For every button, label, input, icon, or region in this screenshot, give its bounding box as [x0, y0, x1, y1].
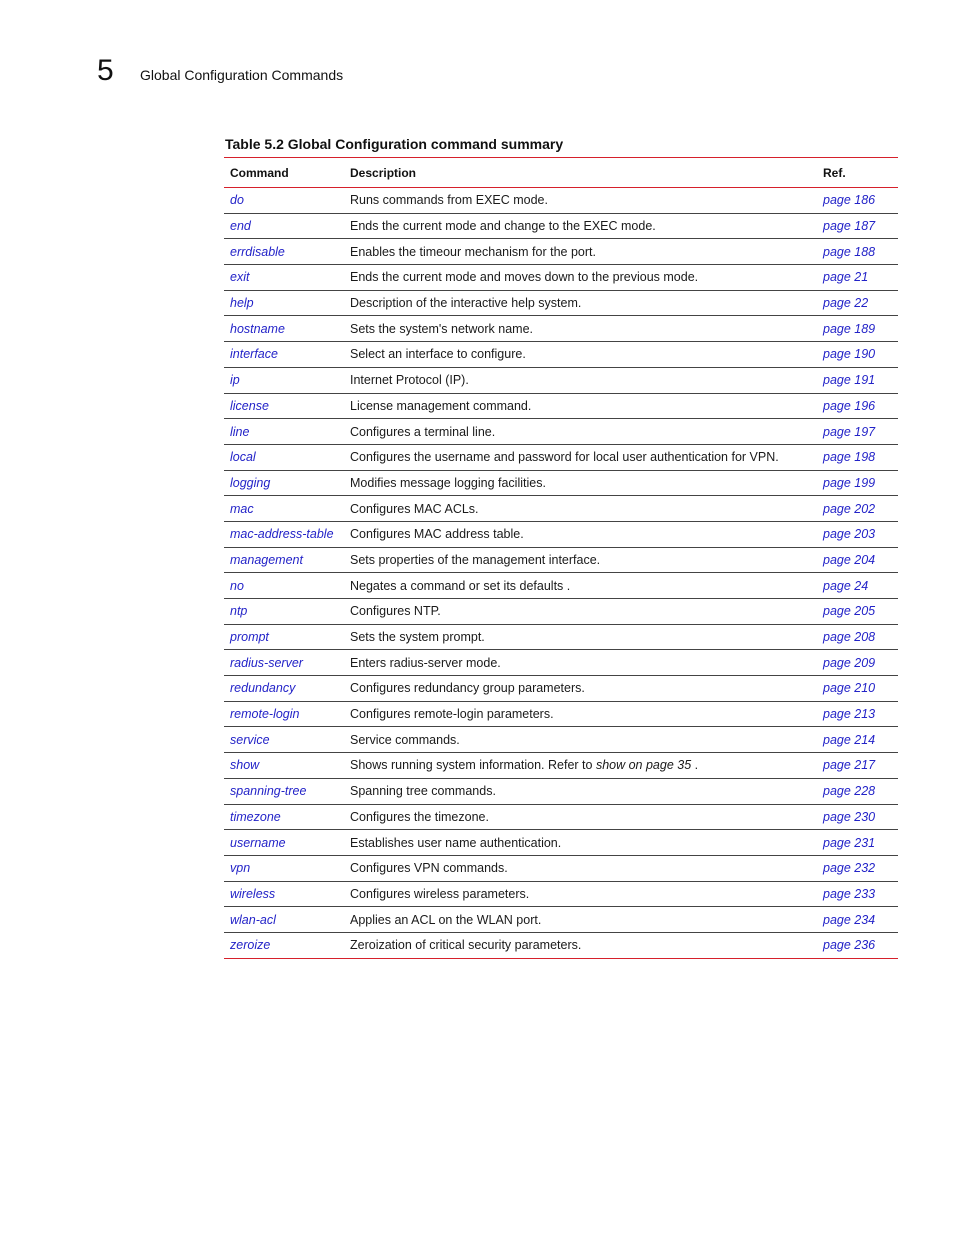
command-description: Sets the system prompt. [344, 624, 817, 650]
table-row [224, 470, 898, 496]
column-header-command: Command [230, 165, 289, 180]
table-row [224, 342, 898, 368]
command-description: Configures MAC address table. [344, 521, 817, 547]
page-reference-link[interactable]: page 24 [817, 573, 898, 599]
table-row [224, 753, 898, 779]
command-description: Configures the timezone. [344, 804, 817, 830]
page-reference-link[interactable]: page 210 [817, 676, 898, 702]
command-link[interactable]: service [224, 727, 344, 753]
column-header-ref: Ref. [823, 165, 846, 180]
command-link[interactable]: ip [224, 367, 344, 393]
page-reference-link[interactable]: page 204 [817, 547, 898, 573]
table-row [224, 316, 898, 342]
table-row [224, 881, 898, 907]
page-reference-link[interactable]: page 213 [817, 701, 898, 727]
page-reference-link[interactable]: page 230 [817, 804, 898, 830]
page-reference-link[interactable]: page 228 [817, 778, 898, 804]
command-link[interactable]: end [224, 213, 344, 239]
page-reference-link[interactable]: page 234 [817, 907, 898, 933]
page-reference-link[interactable]: page 217 [817, 753, 898, 779]
command-description: Configures remote-login parameters. [344, 701, 817, 727]
command-link[interactable]: wireless [224, 881, 344, 907]
page-reference-link[interactable]: page 205 [817, 599, 898, 625]
command-description: Establishes user name authentication. [344, 830, 817, 856]
command-link[interactable]: help [224, 290, 344, 316]
description-cross-reference[interactable]: show on page 35 [595, 758, 692, 773]
command-link[interactable]: mac [224, 496, 344, 522]
page-reference-link[interactable]: page 199 [817, 470, 898, 496]
command-link[interactable]: spanning-tree [224, 778, 344, 804]
command-description: Zeroization of critical security parameters. [344, 932, 817, 958]
page-reference-link[interactable]: page 189 [817, 316, 898, 342]
command-description: Internet Protocol (IP). [344, 367, 817, 393]
command-description: Modifies message logging facilities. [344, 470, 817, 496]
command-description: Enables the timeour mechanism for the port. [344, 239, 817, 265]
command-description: Configures a terminal line. [344, 419, 817, 445]
page-reference-link[interactable]: page 203 [817, 521, 898, 547]
command-description: Spanning tree commands. [344, 778, 817, 804]
command-link[interactable]: redundancy [224, 676, 344, 702]
command-link[interactable]: vpn [224, 855, 344, 881]
page-reference-link[interactable]: page 198 [817, 444, 898, 470]
command-link[interactable]: logging [224, 470, 344, 496]
page-reference-link[interactable]: page 21 [817, 265, 898, 291]
page-reference-link[interactable]: page 191 [817, 367, 898, 393]
command-link[interactable]: no [224, 573, 344, 599]
command-link[interactable]: exit [224, 265, 344, 291]
command-link[interactable]: hostname [224, 316, 344, 342]
table-row [224, 907, 898, 933]
page-reference-link[interactable]: page 202 [817, 496, 898, 522]
table-row [224, 367, 898, 393]
command-link[interactable]: prompt [224, 624, 344, 650]
command-description: License management command. [344, 393, 817, 419]
command-description: Negates a command or set its defaults . [344, 573, 817, 599]
table-row [224, 496, 898, 522]
table-row [224, 804, 898, 830]
command-link[interactable]: radius-server [224, 650, 344, 676]
command-link[interactable]: show [224, 753, 344, 779]
command-link[interactable]: ntp [224, 599, 344, 625]
command-link[interactable]: license [224, 393, 344, 419]
command-link[interactable]: interface [224, 342, 344, 368]
table-row [224, 676, 898, 702]
table-row [224, 624, 898, 650]
command-description: Applies an ACL on the WLAN port. [344, 907, 817, 933]
page-reference-link[interactable]: page 197 [817, 419, 898, 445]
command-description: Configures wireless parameters. [344, 881, 817, 907]
page-reference-link[interactable]: page 22 [817, 290, 898, 316]
command-link[interactable]: mac-address-table [224, 521, 344, 547]
command-link[interactable]: wlan-acl [224, 907, 344, 933]
page-reference-link[interactable]: page 190 [817, 342, 898, 368]
table-header-row [224, 158, 898, 188]
command-description: Enters radius-server mode. [344, 650, 817, 676]
command-description: Sets properties of the management interface. [344, 547, 817, 573]
command-description: Configures NTP. [344, 599, 817, 625]
command-link[interactable]: timezone [224, 804, 344, 830]
command-description: Configures the username and password for local user authentication for VPN. [344, 444, 817, 470]
table-row [224, 444, 898, 470]
command-link[interactable]: management [224, 547, 344, 573]
command-link[interactable]: username [224, 830, 344, 856]
command-description: Ends the current mode and moves down to the previous mode. [344, 265, 817, 291]
table-row [224, 573, 898, 599]
table-row [224, 830, 898, 856]
command-link[interactable]: errdisable [224, 239, 344, 265]
table-row [224, 599, 898, 625]
command-link[interactable]: zeroize [224, 932, 344, 958]
table-row [224, 521, 898, 547]
table-row [224, 188, 898, 214]
table-row [224, 265, 898, 291]
table-row [224, 701, 898, 727]
page-reference-link[interactable]: page 196 [817, 393, 898, 419]
command-description: Runs commands from EXEC mode. [344, 188, 817, 214]
page-reference-link[interactable]: page 187 [817, 213, 898, 239]
page-reference-link[interactable]: page 236 [817, 932, 898, 958]
description-text: Shows running system information. Refer to [350, 758, 596, 773]
command-description: Configures redundancy group parameters. [344, 676, 817, 702]
table-row [224, 419, 898, 445]
command-link[interactable]: do [224, 188, 344, 214]
command-description: Description of the interactive help system. [344, 290, 817, 316]
command-description: Sets the system's network name. [344, 316, 817, 342]
command-description: Select an interface to configure. [344, 342, 817, 368]
command-link[interactable]: local [224, 444, 344, 470]
command-description: Ends the current mode and change to the EXEC mode. [344, 213, 817, 239]
table-row [224, 932, 898, 958]
command-link[interactable]: line [224, 419, 344, 445]
table-row [224, 650, 898, 676]
table-row [224, 290, 898, 316]
table-row [224, 213, 898, 239]
command-link[interactable]: remote-login [224, 701, 344, 727]
column-header-description: Description [350, 165, 417, 180]
table-row [224, 778, 898, 804]
command-summary-table [224, 157, 898, 959]
page-reference-link[interactable]: page 232 [817, 855, 898, 881]
page-reference-link[interactable]: page 208 [817, 624, 898, 650]
command-description: Service commands. [344, 727, 817, 753]
page-reference-link[interactable]: page 209 [817, 650, 898, 676]
table-row [224, 855, 898, 881]
chapter-number: 5 [97, 54, 114, 87]
page-reference-link[interactable]: page 214 [817, 727, 898, 753]
table-row [224, 393, 898, 419]
description-text-suffix: . [691, 758, 699, 773]
table-caption: Table 5.2 Global Configuration command summary [225, 136, 564, 152]
table-row [224, 547, 898, 573]
table-row [224, 239, 898, 265]
page-reference-link[interactable]: page 231 [817, 830, 898, 856]
page-reference-link[interactable]: page 188 [817, 239, 898, 265]
command-description: Configures VPN commands. [344, 855, 817, 881]
command-description [344, 753, 817, 779]
table-row [224, 727, 898, 753]
page-reference-link[interactable]: page 186 [817, 188, 898, 214]
page-reference-link[interactable]: page 233 [817, 881, 898, 907]
chapter-title: Global Configuration Commands [140, 67, 344, 83]
command-description: Configures MAC ACLs. [344, 496, 817, 522]
